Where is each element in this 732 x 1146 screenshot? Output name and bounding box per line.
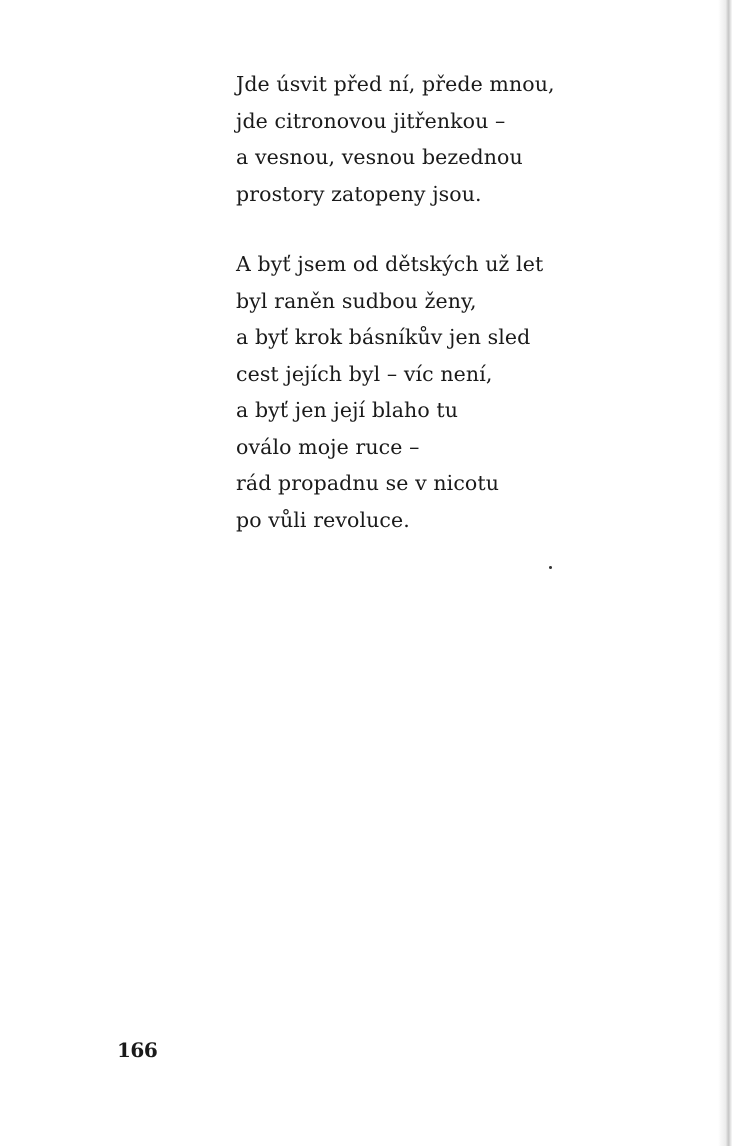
poem-line: A byť jsem od dětských už let xyxy=(236,252,544,276)
poem-line: byl raněn sudbou ženy, xyxy=(236,288,477,313)
stanza-2 xyxy=(236,246,676,538)
ink-speck xyxy=(549,566,552,569)
poem-line: a vesnou, vesnou bezednou xyxy=(236,145,523,169)
poem xyxy=(236,66,676,538)
poem-line: po vůli revoluce. xyxy=(236,507,410,532)
stanza-1 xyxy=(236,66,676,212)
poem-line: cest jejích byl – víc není, xyxy=(236,361,493,386)
poem-line: a byť jen její blaho tu xyxy=(236,398,459,422)
page-edge-shadow xyxy=(718,0,732,1146)
page-number: 166 xyxy=(117,1038,158,1062)
poem-line: jde citronovou jitřenkou – xyxy=(236,108,506,133)
poem-line: rád propadnu se v nicotu xyxy=(236,471,500,495)
poem-line: Jde úsvit před ní, přede mnou, xyxy=(236,72,555,96)
poem-line: a byť krok básníkův jen sled xyxy=(236,325,531,349)
poem-line: oválo moje ruce – xyxy=(236,434,420,459)
poem-line: prostory zatopeny jsou. xyxy=(236,181,482,206)
